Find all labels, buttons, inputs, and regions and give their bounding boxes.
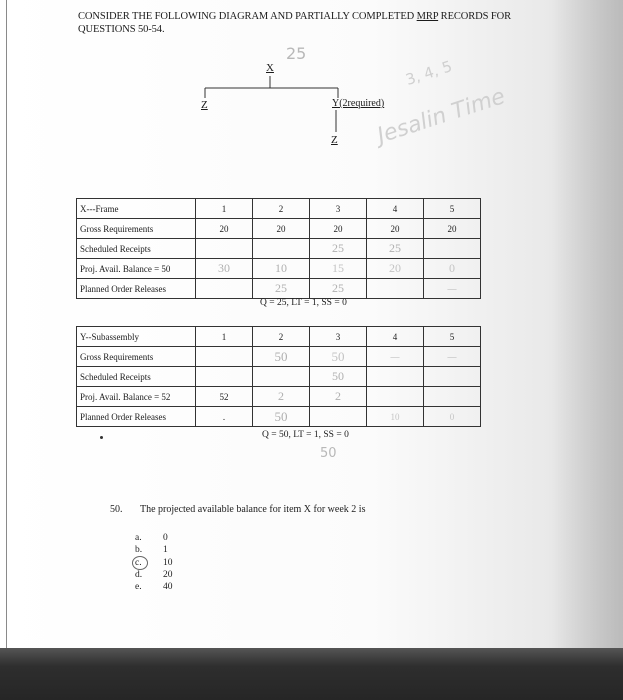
handwritten-cell: 30	[196, 259, 253, 279]
table-row	[77, 407, 481, 427]
table-cell	[367, 387, 424, 407]
node-z-left: Z	[201, 99, 208, 111]
option-value: 40	[163, 582, 173, 593]
handwritten-cell: 50	[310, 347, 367, 367]
handwritten-cell: 50	[253, 347, 310, 367]
selected-answer-circle	[132, 556, 148, 570]
period-header: 2	[253, 327, 310, 347]
row-label: Scheduled Receipts	[77, 367, 196, 387]
option-d[interactable]	[135, 569, 173, 581]
x-frame-mrp-table	[76, 198, 481, 299]
heading-mrp: MRP	[416, 11, 439, 22]
period-header: 4	[367, 327, 424, 347]
y-subassembly-params: Q = 50, LT = 1, SS = 0	[262, 430, 349, 440]
page-bottom-shadow	[0, 648, 623, 700]
handwritten-cell: 25	[310, 279, 367, 299]
handwritten-cell: 50	[310, 367, 367, 387]
row-label: Proj. Avail. Balance = 52	[77, 387, 196, 407]
table-row	[77, 279, 481, 299]
handwritten-signature: Jesalin Time	[374, 84, 509, 149]
row-label: Gross Requirements	[77, 219, 196, 239]
row-label: Scheduled Receipts	[77, 239, 196, 259]
option-a[interactable]	[135, 532, 173, 544]
option-value: 20	[163, 569, 173, 580]
row-label: Gross Requirements	[77, 347, 196, 367]
table-cell: .	[196, 407, 253, 427]
option-value: 10	[163, 557, 173, 568]
option-letter: d.	[135, 569, 143, 580]
row-label: Proj. Avail. Balance = 50	[77, 259, 196, 279]
table-row	[77, 387, 481, 407]
handwritten-cell: 25	[367, 239, 424, 259]
heading-questions: QUESTIONS 50-54.	[78, 24, 165, 35]
table-cell: 20	[196, 219, 253, 239]
ink-dot	[100, 436, 103, 439]
handwritten-25: 25	[286, 44, 307, 63]
table-cell	[196, 347, 253, 367]
table-cell	[424, 387, 481, 407]
table-row	[77, 239, 481, 259]
table-cell: 20	[367, 219, 424, 239]
table-cell	[196, 239, 253, 259]
handwritten-cell: 2	[253, 387, 310, 407]
table-cell	[424, 239, 481, 259]
table-cell	[253, 239, 310, 259]
table-cell: 52	[196, 387, 253, 407]
handwritten-cell: 25	[253, 279, 310, 299]
handwritten-cell: 20	[367, 259, 424, 279]
table-cell: 20	[424, 219, 481, 239]
tree-lines	[0, 0, 623, 190]
question-50	[110, 504, 365, 515]
node-y: Y(2required)	[332, 98, 385, 109]
period-header: 1	[196, 199, 253, 219]
table-title: Y--Subassembly	[77, 327, 196, 347]
row-label: Planned Order Releases	[77, 407, 196, 427]
option-letter: a.	[135, 533, 142, 543]
period-header: 4	[367, 199, 424, 219]
table-title: X---Frame	[77, 199, 196, 219]
heading-text-a: CONSIDER THE FOLLOWING DIAGRAM AND PARTIALLY COMPLETED	[78, 11, 417, 22]
question-text: The projected available balance for item X for week 2 is	[140, 504, 366, 515]
handwritten-cell: 2	[310, 387, 367, 407]
option-letter: c.	[135, 557, 142, 568]
table-row	[77, 199, 481, 219]
period-header: 2	[253, 199, 310, 219]
option-value: 1	[163, 545, 168, 556]
handwritten-cell: 50	[253, 407, 310, 427]
handwritten-cell: 10	[367, 407, 424, 427]
period-header: 3	[310, 327, 367, 347]
option-b[interactable]	[135, 544, 173, 556]
table-cell: 20	[253, 219, 310, 239]
period-header: 3	[310, 199, 367, 219]
table-cell	[310, 407, 367, 427]
table-cell	[367, 367, 424, 387]
question-number: 50.	[110, 504, 123, 515]
option-letter: b.	[135, 545, 143, 556]
table-row	[77, 347, 481, 367]
table-cell	[196, 279, 253, 299]
table-cell	[253, 367, 310, 387]
handwritten-cell: 15	[310, 259, 367, 279]
option-e[interactable]	[135, 581, 173, 593]
table-cell	[196, 367, 253, 387]
period-header: 5	[424, 327, 481, 347]
y-subassembly-mrp-table	[76, 326, 481, 427]
table-row	[77, 367, 481, 387]
row-label: Planned Order Releases	[77, 279, 196, 299]
table-cell	[424, 367, 481, 387]
handwritten-cell: 0	[424, 259, 481, 279]
heading-text-b: RECORDS FOR	[438, 11, 512, 22]
handwritten-cell: 10	[253, 259, 310, 279]
table-cell	[367, 279, 424, 299]
table-row	[77, 259, 481, 279]
table-cell: 20	[310, 219, 367, 239]
handwritten-cell: 25	[310, 239, 367, 259]
node-x: X	[266, 62, 274, 74]
handwritten-cell: —	[424, 279, 481, 299]
period-header: 1	[196, 327, 253, 347]
handwritten-cell: 0	[424, 407, 481, 427]
node-z-right: Z	[331, 134, 338, 146]
table-row	[77, 219, 481, 239]
handwritten-cell: —	[367, 347, 424, 367]
option-value: 0	[163, 533, 168, 543]
table-row	[77, 327, 481, 347]
handwritten-cell: —	[424, 347, 481, 367]
product-structure-diagram	[0, 0, 623, 190]
period-header: 5	[424, 199, 481, 219]
x-frame-params: Q = 25, LT = 1, SS = 0	[260, 298, 347, 308]
handwritten-note: 50	[320, 446, 337, 461]
option-letter: e.	[135, 582, 142, 593]
handwritten-side-notes: 3, 4, 5	[403, 57, 455, 89]
